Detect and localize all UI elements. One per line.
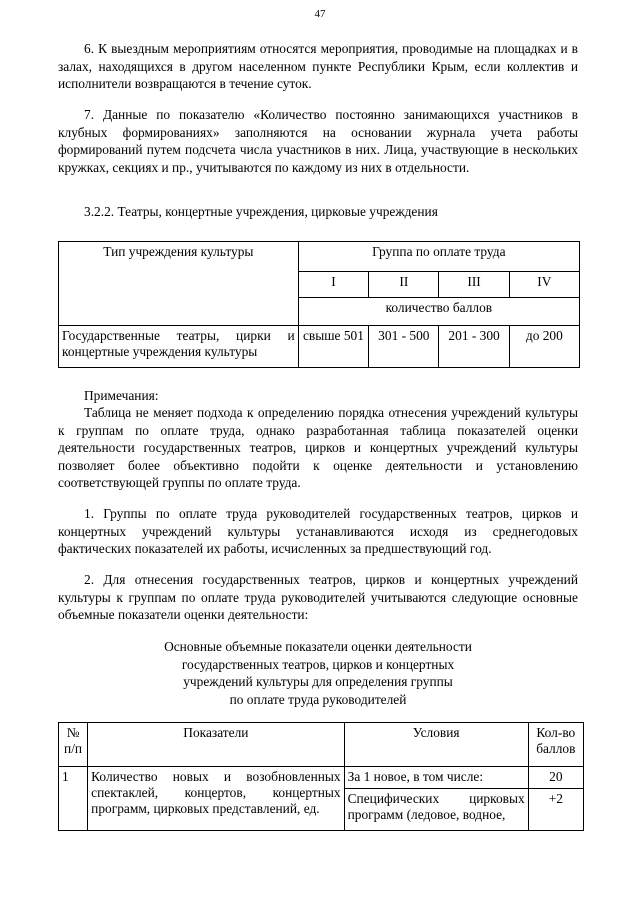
- row-value-4: до 200: [509, 326, 579, 368]
- row-indicator: Количество новых и возобновленных спектаклей, концертов, концертных программ, цирковых представлений, ед.: [88, 767, 344, 831]
- group-col-3: III: [439, 272, 509, 298]
- row-condition: Специфических цирковых программ (ледовое, водное,: [344, 789, 528, 831]
- indicators-caption: [58, 638, 578, 708]
- group-col-2: II: [369, 272, 439, 298]
- paragraph-7: 7. Данные по показателю «Количество постоянно занимающихся участников в клубных формированиях» заполняются на основании журнала учета работы формирований путем подсчета числа участников в них. Лица, участвующие в нескольких кружках, секциях и пр., учитываются по каждому из них в отдельности.: [58, 107, 578, 175]
- row-value-1: свыше 501: [298, 326, 369, 368]
- group-table: [58, 241, 580, 368]
- page-number: 47: [314, 8, 326, 20]
- section-heading: 3.2.2. Театры, концертные учреждения, цирковые учреждения: [84, 204, 438, 219]
- row-condition: За 1 новое, в том числе:: [344, 767, 528, 789]
- caption-line: учреждений культуры для определения группы: [183, 674, 453, 690]
- note-1: 1. Группы по оплате труда руководителей государственных театров, цирков и концертных учреждений культуры устанавливаются исходя из среднегодовых фактических показателей их работы, исчисленных за предшествующий год.: [58, 506, 578, 557]
- caption-line: государственных театров, цирков и концертных: [181, 656, 455, 672]
- group-col-4: IV: [509, 272, 579, 298]
- row-num: 1: [59, 767, 88, 831]
- header-num: № п/п: [59, 723, 88, 767]
- notes-text: Таблица не меняет подхода к определению порядка отнесения учреждений культуры к группам по оплате труда, однако разработанная таблица показателей оценки деятельности государственных театров, цирков и концертных учреждений культуры позволяет более объективно подойти к оценке деятельности и установлению соответствующей группы по оплате труда.: [58, 405, 578, 491]
- paragraph-6: 6. К выездным мероприятиям относятся мероприятия, проводимые на площадках и в залах, находящихся в другом населенном пункте Республики Крым, если коллектив и исполнители возвращаются в течение суток.: [58, 41, 578, 92]
- caption-line: по оплате труда руководителей: [229, 691, 407, 707]
- type-header: Тип учреждения культуры: [59, 242, 299, 326]
- row-value-3: 201 - 300: [439, 326, 509, 368]
- indicators-table: [58, 722, 584, 831]
- header-indicators: Показатели: [88, 723, 344, 767]
- header-points: Кол-во баллов: [528, 723, 583, 767]
- header-conditions: Условия: [344, 723, 528, 767]
- caption-line: Основные объемные показатели оценки деятельности: [164, 639, 472, 654]
- row-points: 20: [528, 767, 583, 789]
- group-col-1: I: [298, 272, 369, 298]
- notes-title: Примечания:: [84, 388, 159, 403]
- row-points: +2: [528, 789, 583, 831]
- note-2: 2. Для отнесения государственных театров, цирков и концертных учреждений культуры к группам по оплате труда руководителей учитываются следующие основные объемные показатели оценки деятельности:: [58, 572, 578, 623]
- group-header: Группа по оплате труда: [298, 242, 579, 272]
- row-value-2: 301 - 500: [369, 326, 439, 368]
- row-label: Государственные театры, цирки и концертные учреждения культуры: [59, 326, 299, 368]
- units-label: количество баллов: [298, 298, 579, 326]
